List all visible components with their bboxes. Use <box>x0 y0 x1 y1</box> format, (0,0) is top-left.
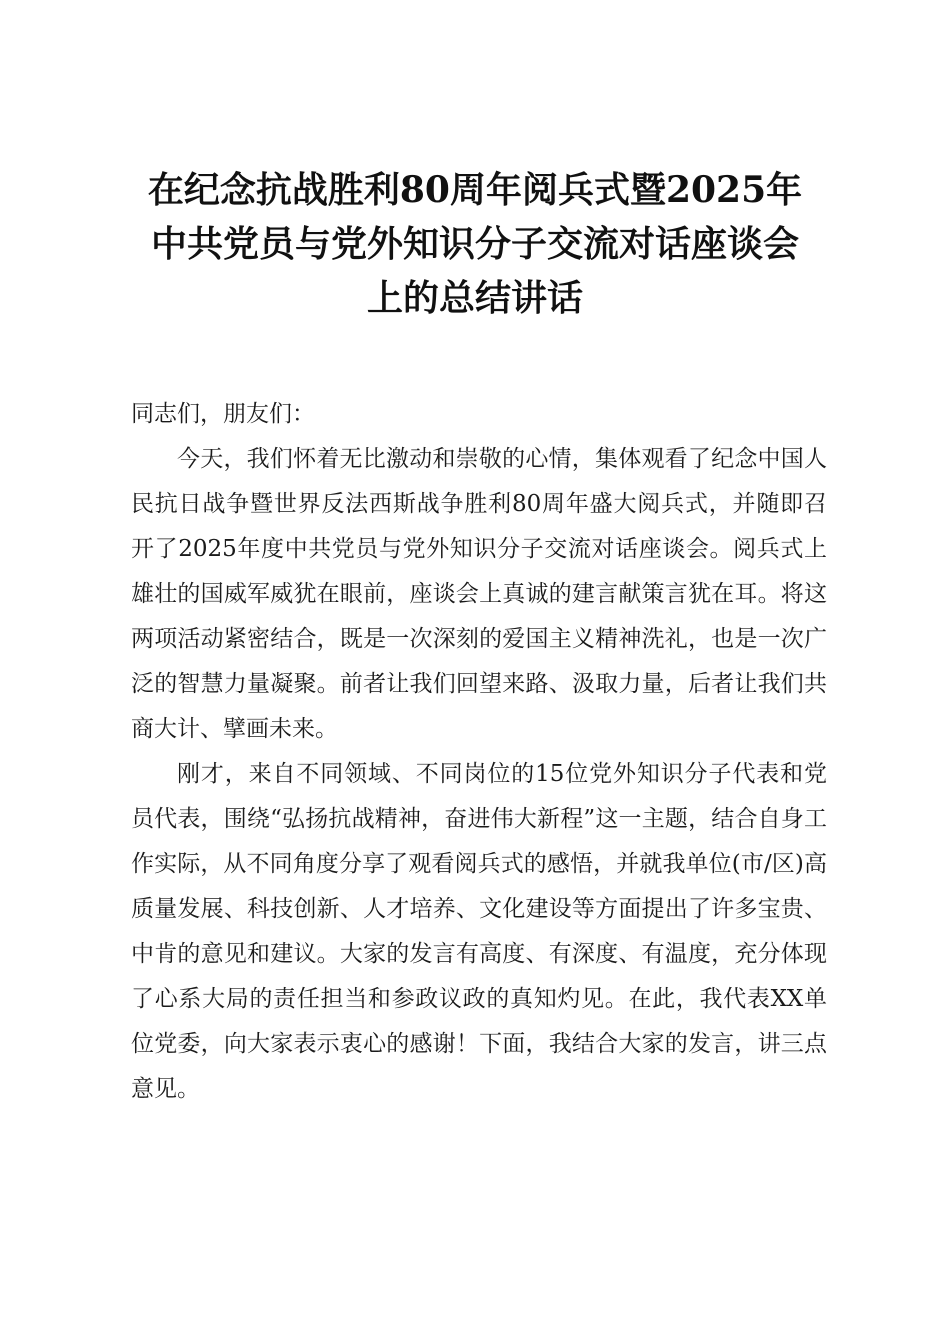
paragraph: 刚才，来自不同领域、不同岗位的15位党外知识分子代表和党员代表，围绕“弘扬抗战精神，奋进伟大新程”这一主题，结合自身工作实际，从不同角度分享了观看阅兵式的感悟，并就我单位(市/区)高质量发展、科技创新、人才培养、文化建设等方面提出了许多宝贵、中肯的意见和建议。大家的发言有高度、有深度、有温度，充分体现了心系大局的责任担当和参政议政的真知灼见。在此，我代表XX单位党委，向大家表示衷心的感谢！下面，我结合大家的发言，讲三点意见。 <box>131 761 827 1102</box>
title-line: 上的总结讲话 <box>366 277 583 319</box>
paragraph: 今天，我们怀着无比激动和崇敬的心情，集体观看了纪念中国人民抗日战争暨世界反法西斯战争胜利80周年盛大阅兵式，并随即召开了2025年度中共党员与党外知识分子交流对话座谈会。阅兵式上雄壮的国威军威犹在眼前，座谈会上真诚的建言献策言犹在耳。将这两项活动紧密结合，既是一次深刻的爱国主义精神洗礼，也是一次广泛的智慧力量凝聚。前者让我们回望来路、汲取力量，后者让我们共商大计、擘画未来。 <box>131 446 827 742</box>
document-body <box>131 392 827 1112</box>
document-title <box>120 163 830 325</box>
salutation: 同志们，朋友们： <box>131 401 315 427</box>
title-line: 在纪念抗战胜利80周年阅兵式暨2025年 <box>147 169 803 211</box>
title-line: 中共党员与党外知识分子交流对话座谈会 <box>150 223 799 265</box>
